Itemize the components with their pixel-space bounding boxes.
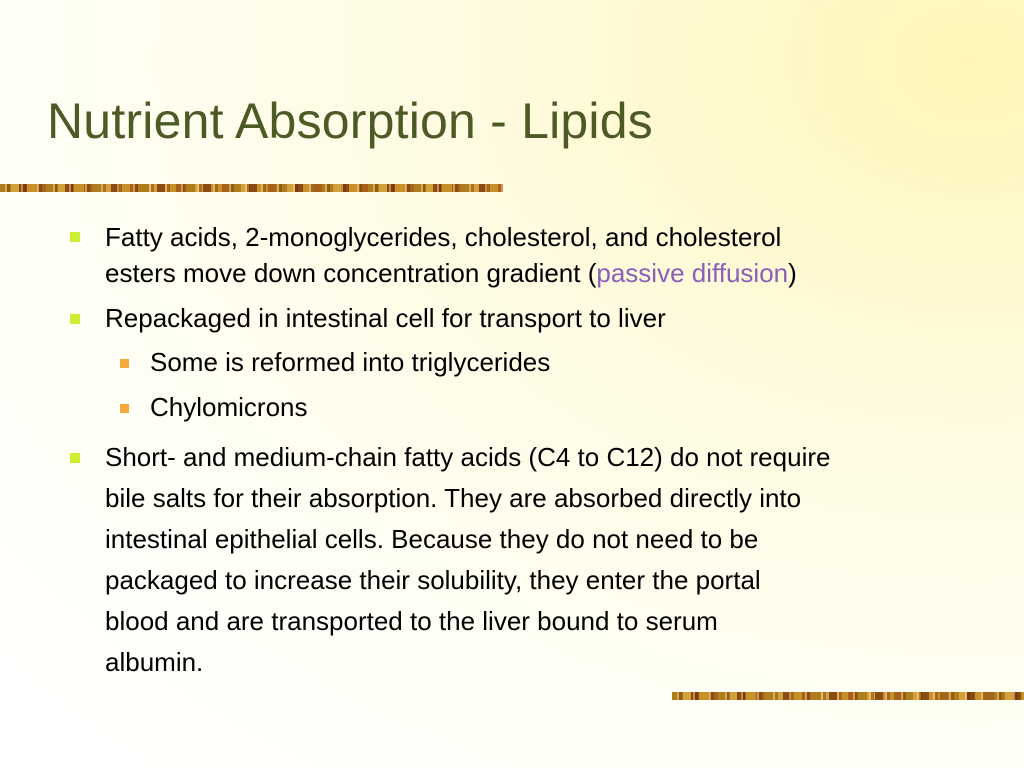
slide-title: Nutrient Absorption - Lipids	[47, 93, 653, 149]
bullet-item-1-line-1: Fatty acids, 2-monoglycerides, cholesterol, and cholesterol	[105, 222, 782, 252]
sub-bullet-marker	[120, 404, 129, 413]
bullet-item-3-line-1: Short- and medium-chain fatty acids (C4 to C12) do not require	[105, 442, 831, 472]
sub-bullet-marker	[120, 359, 129, 368]
passive-diffusion-highlight: passive diffusion	[596, 258, 789, 288]
sub-bullet-item-2: Chylomicrons	[150, 392, 308, 422]
bullet-marker	[70, 232, 80, 242]
bullet-item-1-closing: )	[788, 258, 797, 288]
sub-bullet-item-1: Some is reformed into triglycerides	[150, 347, 551, 377]
bullet-item-3-line-4: packaged to increase their solubility, they enter the portal	[105, 565, 761, 595]
decorative-stripe-bottom	[672, 692, 1024, 700]
bullet-item-1-text: esters move down concentration gradient (	[105, 258, 597, 288]
bullet-item-1-line-2	[105, 253, 797, 294]
bullet-marker	[70, 314, 80, 324]
bullet-item-2: Repackaged in intestinal cell for transport to liver	[105, 303, 666, 333]
decorative-stripe-top	[0, 184, 503, 192]
bullet-marker	[70, 453, 80, 463]
bullet-item-3-line-5: blood and are transported to the liver bound to serum	[105, 606, 718, 636]
bullet-item-3-line-6: albumin.	[105, 647, 204, 677]
bullet-item-3-line-2: bile salts for their absorption. They are absorbed directly into	[105, 483, 802, 513]
bullet-item-3-line-3: intestinal epithelial cells. Because they do not need to be	[105, 524, 759, 554]
